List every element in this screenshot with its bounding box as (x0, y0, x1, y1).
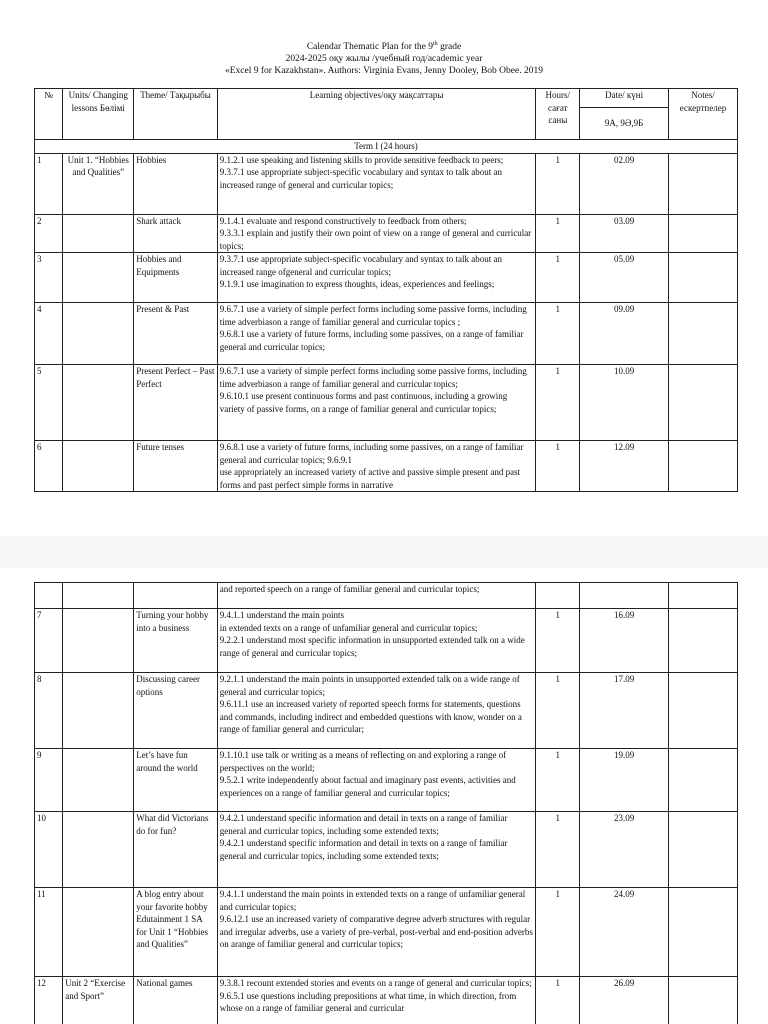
row-theme: Future tenses (134, 441, 218, 492)
row-objectives: 9.1.4.1 evaluate and respond constructively to feedback from others; 9.3.3.1 explain and justify their own point of view on a range of general and curricular topics; (217, 214, 536, 253)
row-unit: Unit 1. “Hobbies and Qualities” (63, 153, 134, 214)
row-unit (63, 441, 134, 492)
row-theme: National games (134, 977, 218, 1024)
row-num: 6 (35, 441, 63, 492)
col-header-date-classes: 9А, 9Ә,9Б (580, 108, 669, 140)
row-hours: 1 (536, 153, 580, 214)
row-theme: Hobbies and Equipments (134, 253, 218, 303)
row-unit (63, 214, 134, 253)
row-theme: Present Perfect – Past Perfect (134, 365, 218, 441)
table-row (35, 253, 738, 303)
row-hours: 1 (536, 365, 580, 441)
row-objectives: 9.6.7.1 use a variety of simple perfect forms including some passive forms, including time adverbiason a range of familiar general and curricular topics ; 9.6.8.1 use a variety of future forms, including some passives, on a range of familiar general and curricular topics; (217, 303, 536, 365)
row-unit: Unit 2 “Exercise and Sport” (63, 977, 134, 1024)
table-row (35, 977, 738, 1024)
row-hours: 1 (536, 749, 580, 812)
row-notes (669, 609, 738, 673)
row-objectives: 9.4.1.1 understand the main points in extended texts on a range of unfamiliar general and curricular topics; 9.6.12.1 use an increased variety of comparative degree adverb structures with regular and irregular adverbs, use a variety of pre-verbal, post-verbal and end-position adverbs on arange of familiar general and curricular topics; (217, 888, 536, 977)
row-theme: Hobbies (134, 153, 218, 214)
row-objectives: 9.1.10.1 use talk or writing as a means of reflecting on and exploring a range of perspectives on the world; 9.5.2.1 write independently about factual and imaginary past events, activities and experiences on a range of familiar general and curricular topics; (217, 749, 536, 812)
row-objectives: 9.2.1.1 understand the main points in unsupported extended talk on a wide range of general and curricular topics; 9.6.11.1 use an increased variety of reported speech forms for statements, questions and commands, including indirect and embedded questions with know, wonder on a range of familiar general and curricular; (217, 673, 536, 749)
row-notes (669, 673, 738, 749)
row-date: 23.09 (580, 812, 669, 888)
col-header-date: Date/ күні (580, 89, 669, 108)
row-theme: Shark attack (134, 214, 218, 253)
row-objectives: and reported speech on a range of familiar general and curricular topics; (217, 583, 536, 609)
row-num: 8 (35, 673, 63, 749)
row-date: 10.09 (580, 365, 669, 441)
col-header-unit: Units/ Changing lessons Бөлімі (63, 89, 134, 140)
row-date: 05.09 (580, 253, 669, 303)
row-num: 2 (35, 214, 63, 253)
header-textbook: «Excel 9 for Kazakhstan». Authors: Virginia Evans, Jenny Dooley, Bob Obee. 2019 (225, 66, 543, 77)
row-date: 19.09 (580, 749, 669, 812)
row-theme: Turning your hobby into a business (134, 609, 218, 673)
header-academic-year: 2024-2025 оқу жылы /учебный год/academic year (285, 54, 483, 65)
row-unit (63, 609, 134, 673)
row-theme: What did Victorians do for fun? (134, 812, 218, 888)
row-date: 24.09 (580, 888, 669, 977)
row-unit (63, 365, 134, 441)
row-date: 12.09 (580, 441, 669, 492)
row-theme: Discussing career options (134, 673, 218, 749)
row-num: 7 (35, 609, 63, 673)
table-row (35, 214, 738, 253)
row-unit (63, 888, 134, 977)
row-num: 12 (35, 977, 63, 1024)
row-unit (63, 812, 134, 888)
row-notes (669, 812, 738, 888)
table-row-continuation (35, 583, 738, 609)
row-hours: 1 (536, 253, 580, 303)
row-objectives: 9.4.1.1 understand the main points in extended texts on a range of unfamiliar general and curricular topics; 9.2.2.1 understand most specific information in unsupported extended talk on a wide range of general and curricular topics; (217, 609, 536, 673)
col-header-theme: Theme/ Тақырыбы (134, 89, 218, 140)
row-date: 02.09 (580, 153, 669, 214)
row-objectives: 9.6.8.1 use a variety of future forms, including some passives, on a range of familiar general and curricular topics; 9.6.9.1 use appropriately an increased variety of active and passive simple present and past forms and past perfect simple forms in narrative (217, 441, 536, 492)
row-hours: 1 (536, 303, 580, 365)
row-hours: 1 (536, 888, 580, 977)
table-row (35, 303, 738, 365)
row-hours: 1 (536, 812, 580, 888)
row-date: 09.09 (580, 303, 669, 365)
row-hours: 1 (536, 977, 580, 1024)
row-date: 26.09 (580, 977, 669, 1024)
table-row (35, 609, 738, 673)
header-title: Calendar Thematic Plan for the 9th grade (306, 41, 462, 53)
row-objectives: 9.3.7.1 use appropriate subject-specific vocabulary and syntax to talk about an increased range ofgeneral and curricular topics; 9.1.9.1 use imagination to express thoughts, ideas, experiences and feelings; (217, 253, 536, 303)
row-notes (669, 977, 738, 1024)
row-notes (669, 888, 738, 977)
col-header-num: № (35, 89, 63, 140)
row-hours: 1 (536, 441, 580, 492)
row-notes (669, 214, 738, 253)
row-unit (63, 673, 134, 749)
row-num: 10 (35, 812, 63, 888)
page-2 (0, 568, 768, 1024)
row-num: 9 (35, 749, 63, 812)
table-row (35, 153, 738, 214)
table-row (35, 441, 738, 492)
row-unit (63, 749, 134, 812)
row-objectives: 9.3.8.1 recount extended stories and events on a range of general and curricular topics; 9.6.5.1 use questions including prepositions at what time, in which direction, from whose on a range of familiar general and curricular (217, 977, 536, 1024)
row-date: 17.09 (580, 673, 669, 749)
row-hours: 1 (536, 214, 580, 253)
row-date: 03.09 (580, 214, 669, 253)
row-notes (669, 749, 738, 812)
table-row (35, 749, 738, 812)
col-header-hours: Hours/ сағат саны (536, 89, 580, 140)
row-date: 16.09 (580, 609, 669, 673)
row-hours: 1 (536, 609, 580, 673)
row-num: 4 (35, 303, 63, 365)
row-notes (669, 441, 738, 492)
table-row (35, 812, 738, 888)
row-objectives: 9.1.2.1 use speaking and listening skills to provide sensitive feedback to peers; 9.3.7.1 use appropriate subject-specific vocabulary and syntax to talk about an increased range of general and curricular topics; (217, 153, 536, 214)
row-num: 11 (35, 888, 63, 977)
plan-table-page-1 (34, 88, 738, 492)
row-objectives: 9.6.7.1 use a variety of simple perfect forms including some passive forms, including time adverbiason a range of familiar general and curricular topics; 9.6.10.1 use present continuous forms and past continuous, including a growing variety of passive forms, on a range of familiar general and curricular topics; (217, 365, 536, 441)
document-header (0, 0, 768, 77)
row-theme: Present & Past (134, 303, 218, 365)
row-num: 5 (35, 365, 63, 441)
row-theme: A blog entry about your favorite hobby Edutainment 1 SA for Unit 1 “Hobbies and Qualities” (134, 888, 218, 977)
col-header-notes: Notes/ ескертпелер (669, 89, 738, 140)
row-hours: 1 (536, 673, 580, 749)
row-num: 1 (35, 153, 63, 214)
table-row (35, 888, 738, 977)
row-unit (63, 303, 134, 365)
row-notes (669, 303, 738, 365)
table-row (35, 673, 738, 749)
row-objectives: 9.4.2.1 understand specific information and detail in texts on a range of familiar general and curricular topics, including some extended texts; 9.4.2.1 understand specific information and detail in texts on a range of familiar general and curricular topics, including some extended texts; (217, 812, 536, 888)
row-num: 3 (35, 253, 63, 303)
row-notes (669, 153, 738, 214)
row-notes (669, 365, 738, 441)
col-header-objectives: Learning objectives/оқу мақсаттары (217, 89, 536, 140)
term-label: Term I (24 hours) (35, 140, 738, 154)
table-row (35, 365, 738, 441)
row-notes (669, 253, 738, 303)
row-unit (63, 253, 134, 303)
row-theme: Let’s have fun around the world (134, 749, 218, 812)
plan-table-page-2 (34, 582, 738, 1024)
